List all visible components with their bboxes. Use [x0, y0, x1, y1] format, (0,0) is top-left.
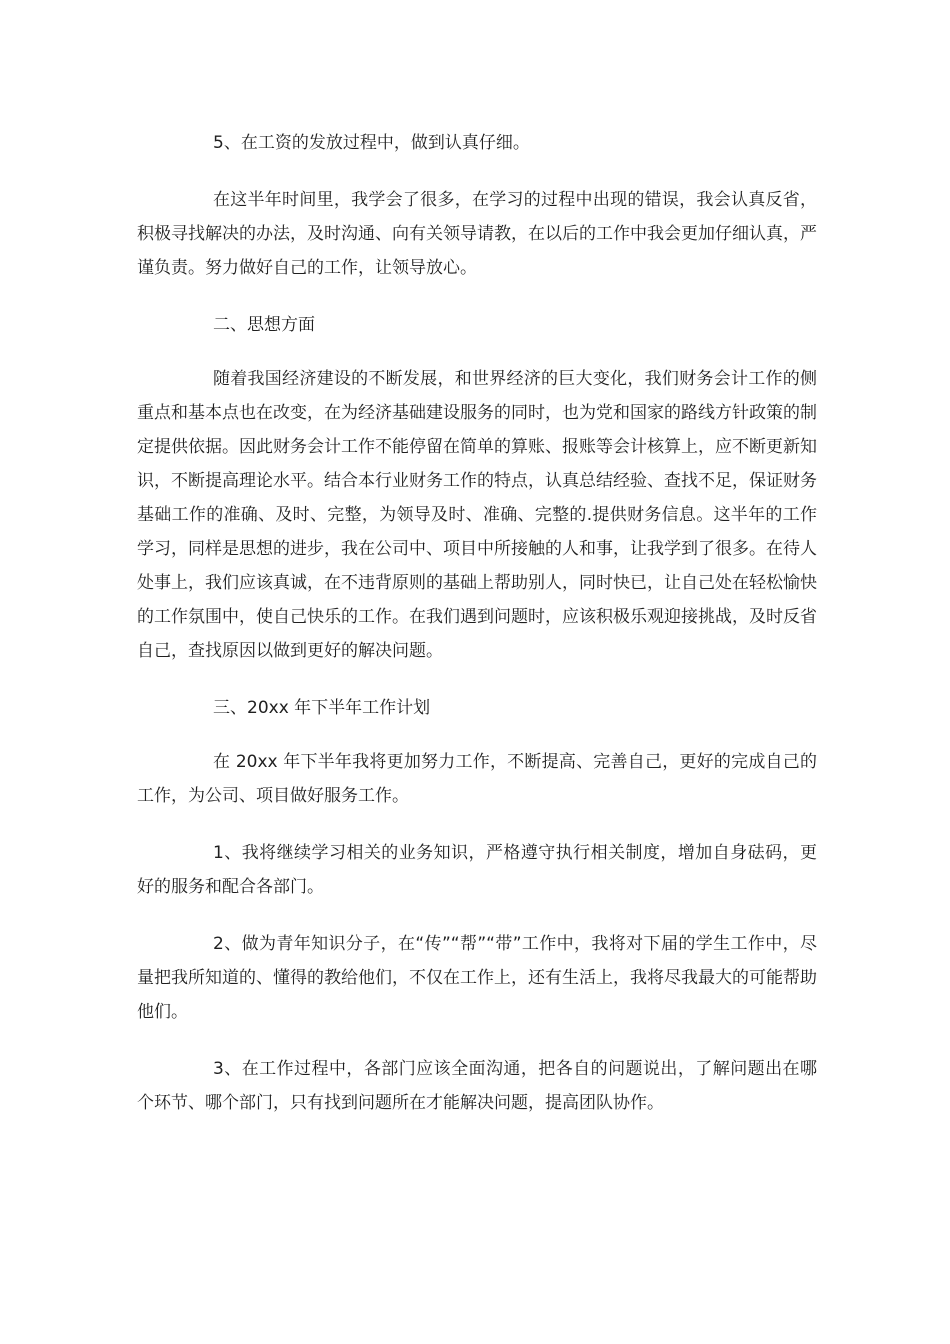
paragraph-plan-item-1: 1、我将继续学习相关的业务知识，严格遵守执行相关制度，增加自身砝码，更好的服务和配合各部门。: [137, 843, 817, 897]
paragraph-work-plan-intro: 在 20xx 年下半年我将更加努力工作，不断提高、完善自己，更好的完成自己的工作，为公司、项目做好服务工作。: [137, 752, 817, 806]
paragraph-plan-item-2: 2、做为青年知识分子，在“传”“帮”“带”工作中，我将对下届的学生工作中，尽量把我所知道的、懂得的教给他们，不仅在工作上，还有生活上，我将尽我最大的可能帮助他们。: [137, 934, 817, 1022]
paragraph-half-year-summary: 在这半年时间里，我学会了很多，在学习的过程中出现的错误，我会认真反省，积极寻找解决的办法，及时沟通、向有关领导请教，在以后的工作中我会更加仔细认真，严谨负责。努力做好自己的工作，让领导放心。: [137, 190, 817, 278]
paragraph-thought-content: 随着我国经济建设的不断发展，和世界经济的巨大变化，我们财务会计工作的侧重点和基本点也在改变，在为经济基础建设服务的同时，也为党和国家的路线方针政策的制定提供依据。因此财务会计工作不能停留在简单的算账、报账等会计核算上，应不断更新知识，不断提高理论水平。结合本行业财务工作的特点，认真总结经验、查找不足，保证财务基础工作的准确、及时、完整，为领导及时、准确、完整的.提供财务信息。这半年的工作学习，同样是思想的进步，我在公司中、项目中所接触的人和事，让我学到了很多。在待人处事上，我们应该真诚，在不违背原则的基础上帮助别人，同时快已，让自己处在轻松愉快的工作氛围中，使自己快乐的工作。在我们遇到问题时，应该积极乐观迎接挑战，及时反省自己，查找原因以做到更好的解决问题。: [137, 369, 817, 661]
paragraph-plan-item-3: 3、在工作过程中，各部门应该全面沟通，把各自的问题说出，了解问题出在哪个环节、哪个部门，只有找到问题所在才能解决问题，提高团队协作。: [137, 1059, 817, 1113]
section-heading-thought: 二、思想方面: [213, 315, 315, 335]
section-heading-work-plan: 三、20xx 年下半年工作计划: [213, 698, 431, 718]
paragraph-item-5: 5、在工资的发放过程中，做到认真仔细。: [213, 133, 530, 153]
document-body: [137, 126, 817, 1143]
